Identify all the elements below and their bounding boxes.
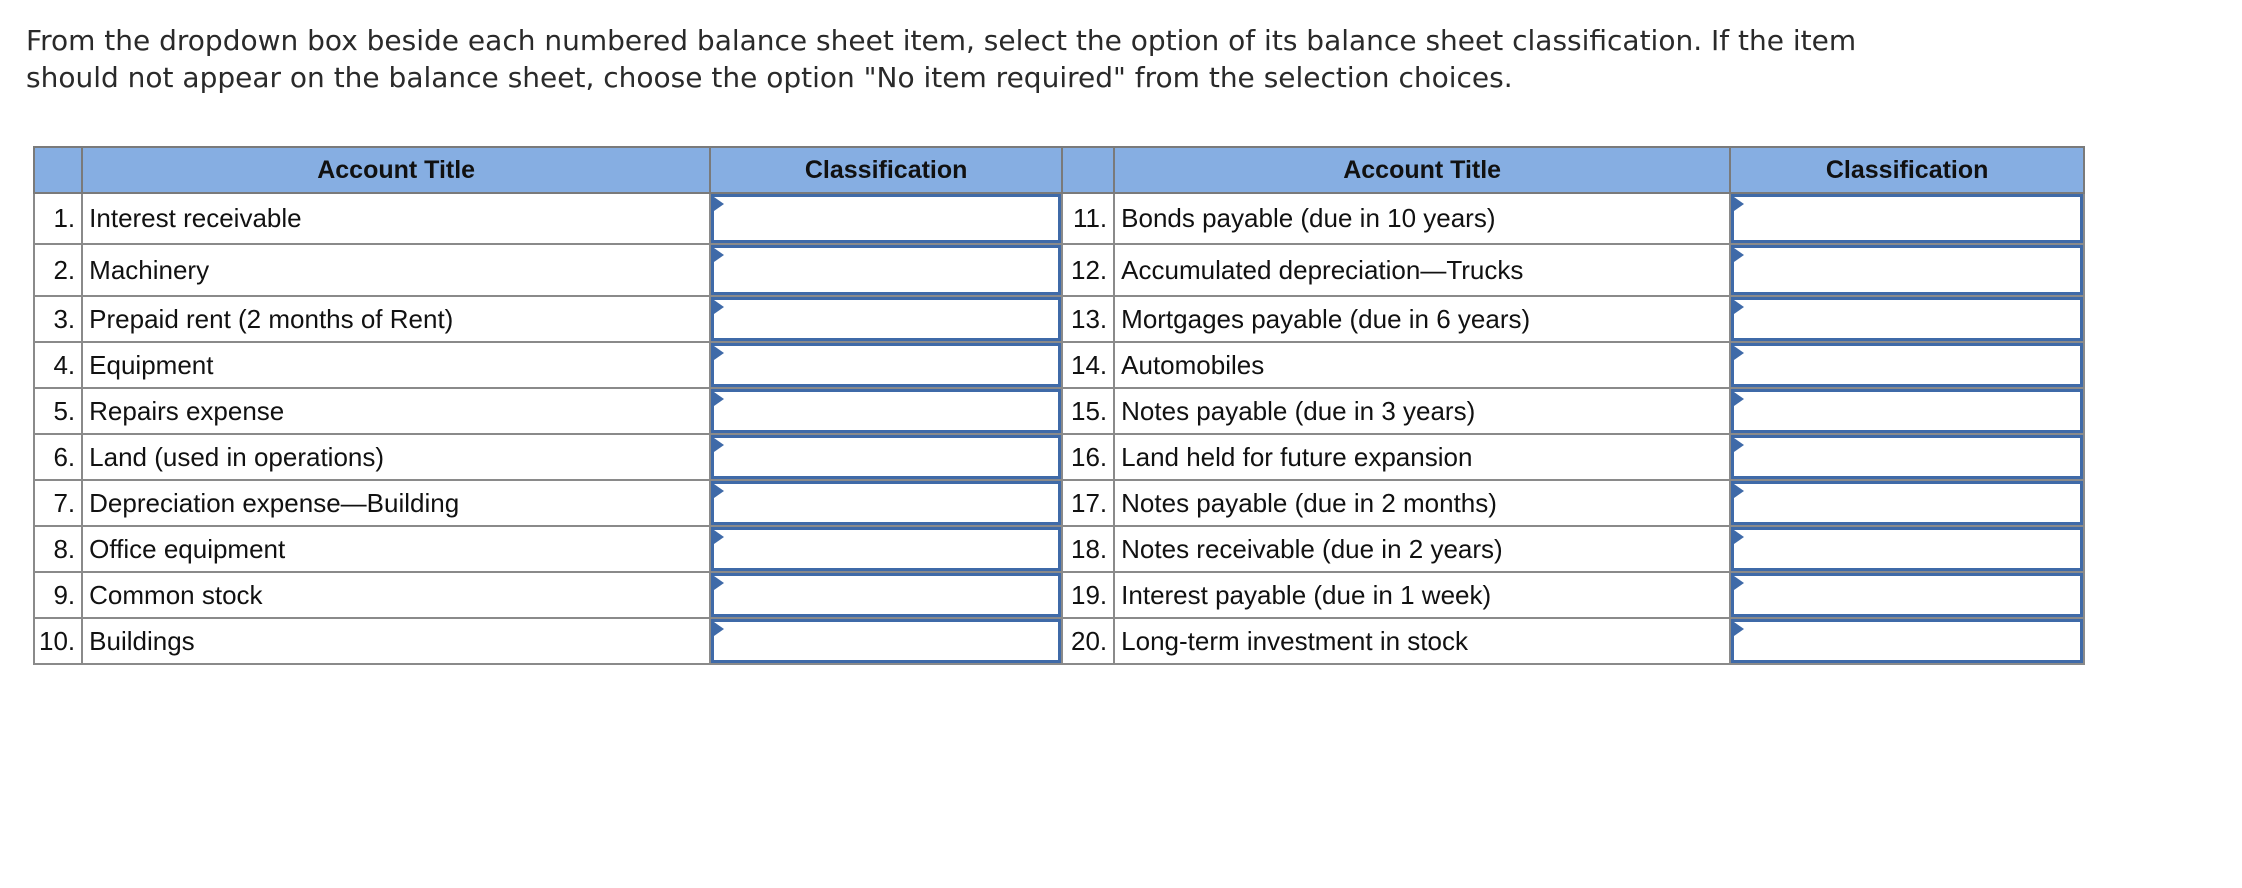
item-number: 17.	[1062, 480, 1114, 526]
classification-dropdown-13[interactable]	[1731, 297, 2083, 341]
dropdown-arrow-icon	[1734, 622, 1744, 636]
classification-dropdown-1-cell	[710, 193, 1062, 244]
classification-dropdown-17-cell	[1730, 480, 2084, 526]
account-title: Common stock	[82, 572, 710, 618]
item-number: 19.	[1062, 572, 1114, 618]
table-row	[34, 618, 2084, 664]
dropdown-arrow-icon	[714, 576, 724, 590]
classification-dropdown-11[interactable]	[1731, 194, 2083, 243]
item-number: 4.	[34, 342, 82, 388]
classification-dropdown-15[interactable]	[1731, 389, 2083, 433]
dropdown-arrow-icon	[714, 300, 724, 314]
item-number: 1.	[34, 193, 82, 244]
dropdown-arrow-icon	[1734, 576, 1744, 590]
dropdown-arrow-icon	[1734, 392, 1744, 406]
classification-dropdown-17[interactable]	[1731, 481, 2083, 525]
dropdown-arrow-icon	[714, 438, 724, 452]
classification-dropdown-7[interactable]	[711, 481, 1061, 525]
table-row	[34, 193, 2084, 244]
table-row	[34, 526, 2084, 572]
item-number: 3.	[34, 296, 82, 342]
classification-dropdown-3-cell	[710, 296, 1062, 342]
item-number: 14.	[1062, 342, 1114, 388]
header-right-num	[1062, 147, 1114, 193]
classification-dropdown-12[interactable]	[1731, 245, 2083, 295]
dropdown-arrow-icon	[1734, 530, 1744, 544]
item-number: 11.	[1062, 193, 1114, 244]
dropdown-arrow-icon	[1734, 438, 1744, 452]
account-title: Interest receivable	[82, 193, 710, 244]
classification-dropdown-3[interactable]	[711, 297, 1061, 341]
header-right-classification: Classification	[1730, 147, 2084, 193]
dropdown-arrow-icon	[1734, 484, 1744, 498]
item-number: 8.	[34, 526, 82, 572]
item-number: 7.	[34, 480, 82, 526]
classification-dropdown-19-cell	[1730, 572, 2084, 618]
dropdown-arrow-icon	[1734, 346, 1744, 360]
classification-dropdown-1[interactable]	[711, 194, 1061, 243]
header-right-account-title: Account Title	[1114, 147, 1730, 193]
classification-dropdown-6-cell	[710, 434, 1062, 480]
dropdown-arrow-icon	[1734, 300, 1744, 314]
account-title: Land (used in operations)	[82, 434, 710, 480]
instructions-line-1: From the dropdown box beside each numbered balance sheet item, select the option of its balance sheet classification. If the item	[26, 24, 1857, 57]
dropdown-arrow-icon	[1734, 248, 1744, 262]
account-title: Buildings	[82, 618, 710, 664]
balance-sheet-table	[33, 146, 2085, 665]
classification-dropdown-4-cell	[710, 342, 1062, 388]
classification-dropdown-11-cell	[1730, 193, 2084, 244]
table-header-row	[34, 147, 2084, 193]
classification-dropdown-10[interactable]	[711, 619, 1061, 663]
item-number: 15.	[1062, 388, 1114, 434]
item-number: 6.	[34, 434, 82, 480]
account-title: Repairs expense	[82, 388, 710, 434]
table-row	[34, 342, 2084, 388]
classification-dropdown-16[interactable]	[1731, 435, 2083, 479]
dropdown-arrow-icon	[714, 248, 724, 262]
table-row	[34, 434, 2084, 480]
account-title: Prepaid rent (2 months of Rent)	[82, 296, 710, 342]
item-number: 9.	[34, 572, 82, 618]
account-title: Long-term investment in stock	[1114, 618, 1730, 664]
account-title: Notes receivable (due in 2 years)	[1114, 526, 1730, 572]
classification-dropdown-8-cell	[710, 526, 1062, 572]
classification-dropdown-5[interactable]	[711, 389, 1061, 433]
classification-dropdown-13-cell	[1730, 296, 2084, 342]
classification-dropdown-15-cell	[1730, 388, 2084, 434]
classification-dropdown-6[interactable]	[711, 435, 1061, 479]
table-row	[34, 480, 2084, 526]
classification-dropdown-10-cell	[710, 618, 1062, 664]
classification-dropdown-4[interactable]	[711, 343, 1061, 387]
account-title: Mortgages payable (due in 6 years)	[1114, 296, 1730, 342]
item-number: 16.	[1062, 434, 1114, 480]
table-row	[34, 388, 2084, 434]
account-title: Equipment	[82, 342, 710, 388]
account-title: Depreciation expense—Building	[82, 480, 710, 526]
item-number: 18.	[1062, 526, 1114, 572]
table-row	[34, 244, 2084, 296]
instructions	[26, 22, 1926, 96]
dropdown-arrow-icon	[714, 346, 724, 360]
dropdown-arrow-icon	[1734, 197, 1744, 211]
classification-dropdown-9[interactable]	[711, 573, 1061, 617]
account-title: Office equipment	[82, 526, 710, 572]
account-title: Machinery	[82, 244, 710, 296]
item-number: 5.	[34, 388, 82, 434]
classification-dropdown-18-cell	[1730, 526, 2084, 572]
classification-dropdown-18[interactable]	[1731, 527, 2083, 571]
classification-dropdown-8[interactable]	[711, 527, 1061, 571]
classification-dropdown-7-cell	[710, 480, 1062, 526]
table-row	[34, 572, 2084, 618]
classification-dropdown-20[interactable]	[1731, 619, 2083, 663]
account-title: Notes payable (due in 3 years)	[1114, 388, 1730, 434]
classification-dropdown-12-cell	[1730, 244, 2084, 296]
dropdown-arrow-icon	[714, 197, 724, 211]
classification-dropdown-19[interactable]	[1731, 573, 2083, 617]
classification-dropdown-14[interactable]	[1731, 343, 2083, 387]
header-left-account-title: Account Title	[82, 147, 710, 193]
item-number: 20.	[1062, 618, 1114, 664]
account-title: Automobiles	[1114, 342, 1730, 388]
classification-dropdown-14-cell	[1730, 342, 2084, 388]
item-number: 12.	[1062, 244, 1114, 296]
dropdown-arrow-icon	[714, 392, 724, 406]
table-row	[34, 296, 2084, 342]
classification-dropdown-16-cell	[1730, 434, 2084, 480]
account-title: Land held for future expansion	[1114, 434, 1730, 480]
classification-dropdown-2[interactable]	[711, 245, 1061, 295]
instructions-line-2: should not appear on the balance sheet, choose the option "No item required" from the selection choices.	[26, 61, 1513, 94]
dropdown-arrow-icon	[714, 530, 724, 544]
dropdown-arrow-icon	[714, 484, 724, 498]
header-left-num	[34, 147, 82, 193]
dropdown-arrow-icon	[714, 622, 724, 636]
account-title: Accumulated depreciation—Trucks	[1114, 244, 1730, 296]
classification-dropdown-2-cell	[710, 244, 1062, 296]
account-title: Interest payable (due in 1 week)	[1114, 572, 1730, 618]
item-number: 10.	[34, 618, 82, 664]
item-number: 13.	[1062, 296, 1114, 342]
classification-dropdown-9-cell	[710, 572, 1062, 618]
item-number: 2.	[34, 244, 82, 296]
header-left-classification: Classification	[710, 147, 1062, 193]
account-title: Notes payable (due in 2 months)	[1114, 480, 1730, 526]
classification-dropdown-20-cell	[1730, 618, 2084, 664]
classification-dropdown-5-cell	[710, 388, 1062, 434]
account-title: Bonds payable (due in 10 years)	[1114, 193, 1730, 244]
